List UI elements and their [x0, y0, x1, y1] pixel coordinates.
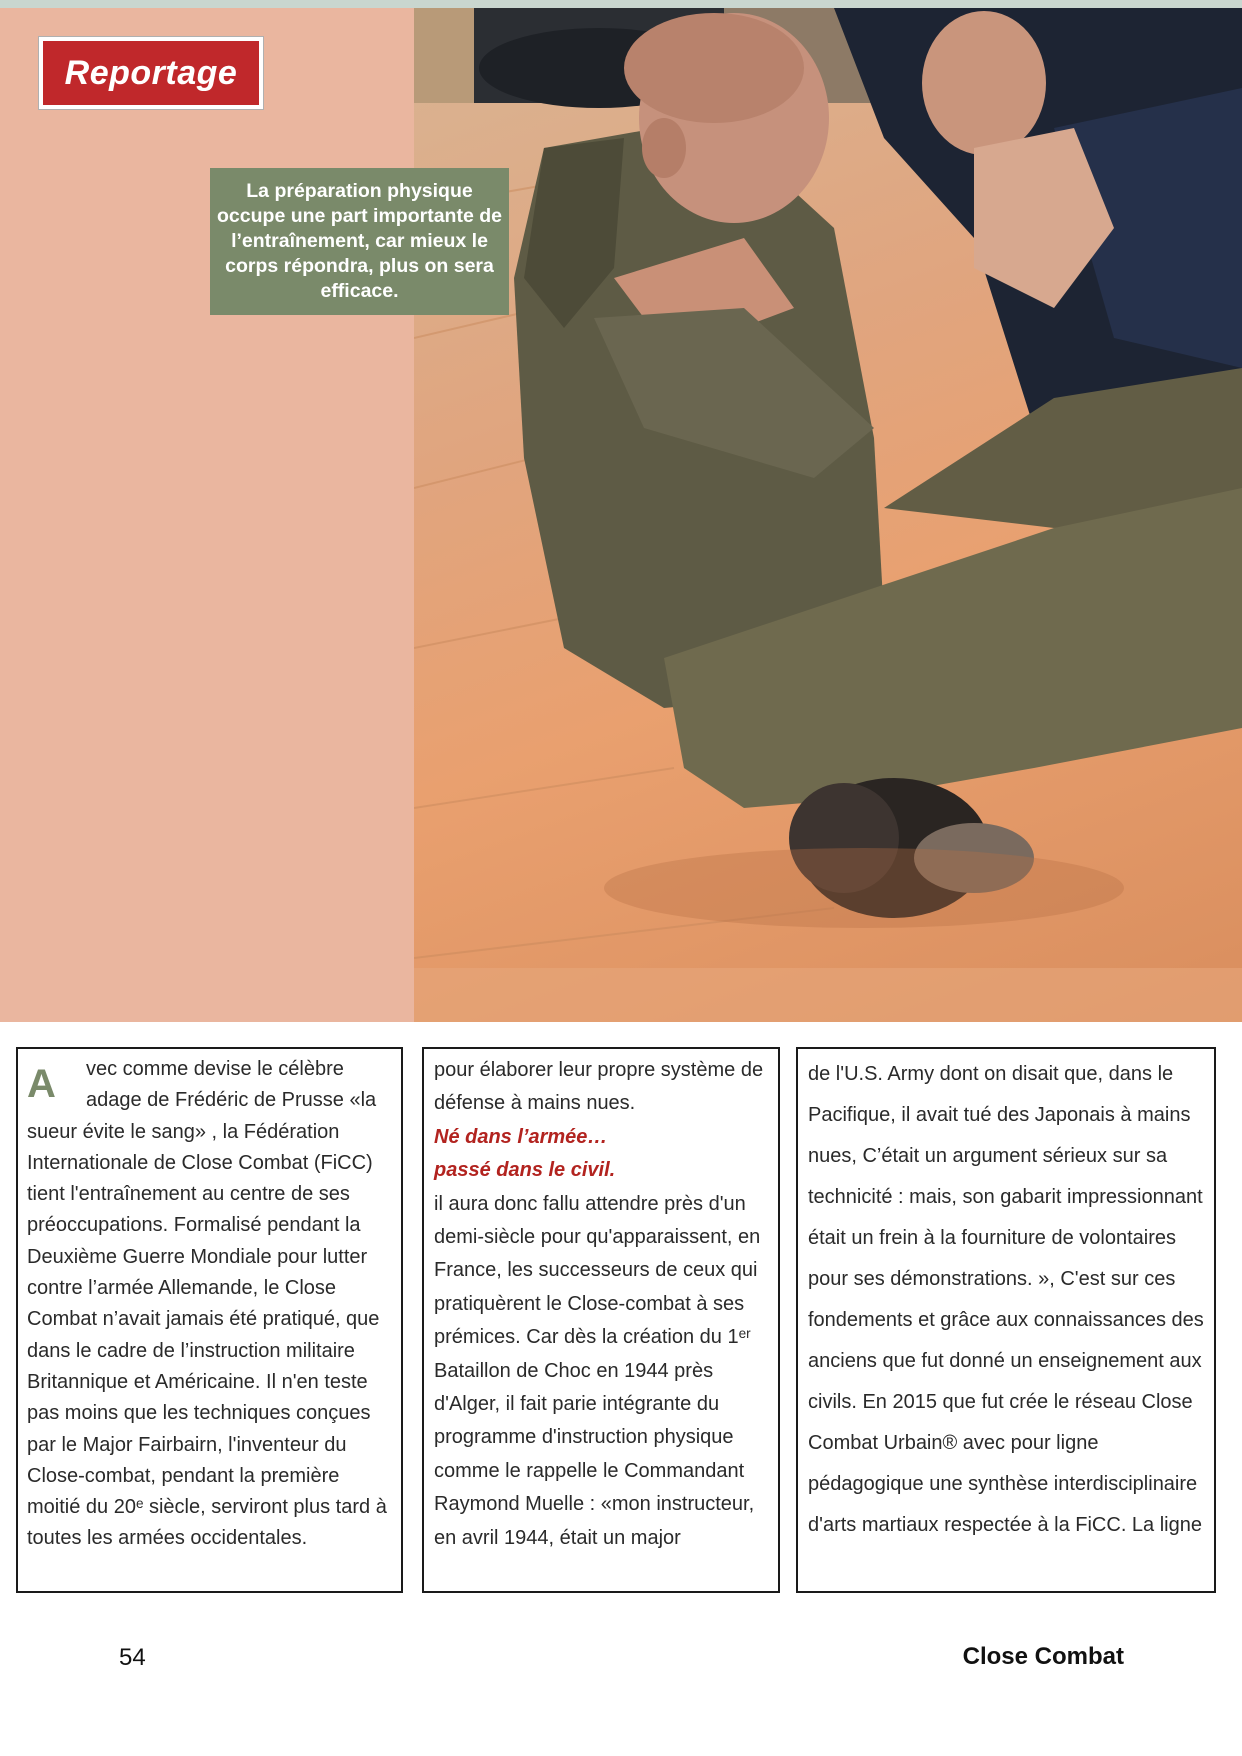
top-strip [0, 0, 1242, 8]
column-3-paragraph: de l'U.S. Army dont on disait que, dans le Pacifique, il avait tué des Japonais à mains nues, C’était un argument sérieux sur sa technicité : mais, son gabarit impressionnant était un frein à la fourniture de volontaires pour ses démonstrations. », C'est sur ces fondements et grâce aux connaissances des anciens que fut donné un enseignement aux civils. En 2015 que fut crée le réseau Close Combat Urbain® avec pour ligne pédagogique une synthèse interdisciplinaire d'arts martiaux respectée à la FiCC. La ligne [808, 1063, 1204, 1536]
magazine-title: Close Combat [962, 1643, 1124, 1670]
photo-caption-box [210, 168, 509, 315]
photo-caption-text: La préparation physique occupe une part importante de l’entraînement, car mieux le corps répondra, plus on sera efficace. [217, 180, 502, 302]
article-column-1-text [27, 1054, 395, 1555]
article-column-3 [796, 1047, 1216, 1593]
article-column-1 [16, 1047, 403, 1593]
column-2-intro: pour élaborer leur propre système de défense à mains nues. [434, 1059, 764, 1115]
article-column-2 [422, 1047, 780, 1593]
column-1-paragraph: vec comme devise le célèbre adage de Frédéric de Prusse «la sueur évite le sang» , la Fédération Internationale de Close Combat (FiCC) tient l'entraînement au centre de ses préoccupations. Formalisé pendant la Deuxième Guerre Mondiale pour lutter contre l’armée Allemande, le Close Combat n’avait jamais été pratiqué, que dans le cadre de l’instruction militaire Britannique et Américaine. Il n'en teste pas moins que les techniques conçues par le Major Fairbairn, l'inventeur du Close-combat, pendant la première moitié du 20ᵉ siècle, serviront plus tard à toutes les armées occidentales. [27, 1058, 387, 1550]
section-badge-label: Reportage [64, 53, 238, 92]
subheading-line-2: passé dans le civil. [434, 1159, 616, 1182]
article-column-2-text [434, 1054, 776, 1555]
column-2-paragraph: il aura donc fallu attendre près d'un demi-siècle pour qu'apparaissent, en France, les successeurs de ceux qui pratiquèrent le Close-combat à ses prémices. Car dès la création du 1ᵉʳ Bataillon de Choc en 1944 près d'Alger, il fait parie intégrante du programme d'instruction physique comme le rappelle le Commandant Raymond Muelle : «mon instructeur, en avril 1944, était un major [434, 1192, 761, 1549]
dropcap-letter: A [27, 1062, 56, 1106]
left-color-band [0, 8, 414, 1022]
photo-illustration [414, 8, 1242, 1022]
group-doing-situps-photo [414, 8, 1242, 1022]
page-number: 54 [119, 1644, 146, 1671]
section-badge [39, 37, 263, 109]
subheading-line-1: Né dans l’armée… [434, 1125, 608, 1148]
